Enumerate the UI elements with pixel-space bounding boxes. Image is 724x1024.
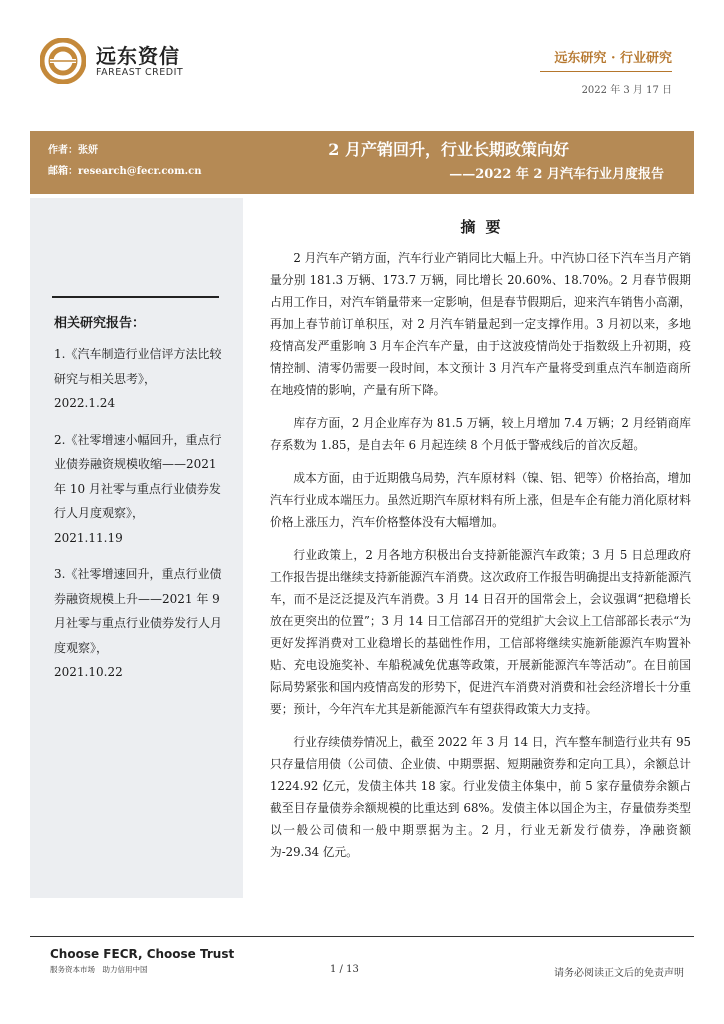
abstract-paragraph-sales: 2 月汽车产销方面，汽车行业产销同比大幅上升。中汽协口径下汽车当月产销量分别 181.3 万辆、173.7 万辆，同比增长 20.60%、18.70%。2 月春节假期占用工作日，对汽车销量带来一定影响，但是春节假期后，迎来汽车销售小高潮，再加上春节前订单积压，对 2 月汽车销量起到一定支撑作用。3 月初以来，多地疫情高发严重影响 3 月车企汽车产量，由于这波疫情尚处于指数级上升初期，疫情控制、清零仍需要一段时间，本文预计 3 月汽车产量将受到重点汽车制造商所在地疫情的影响，产量有所下降。 xyxy=(270,251,691,397)
related-reports-heading: 相关研究报告： xyxy=(54,316,146,331)
related-report-date: 2021.11.19 xyxy=(54,530,123,545)
footer-slogan-cn: 服务资本市场 助力信用中国 xyxy=(50,965,148,974)
title-banner xyxy=(30,131,694,194)
abstract-paragraph-bonds: 行业存续债券情况上，截至 2022 年 3 月 14 日，汽车整车制造行业共有 95 只存量信用债（公司债、企业债、中期票据、短期融资券和定向工具），余额总计 1224.92 亿元，发债主体共 18 家。行业发债主体集中，前 5 家存量债券余额占截至目存量债券余额规模的比重达到 68%。发债主体以国企为主，存量债券类型以一般公司债和一般中期票据为主。2 月，行业无新发行债券，净融资额为-29.34 亿元。 xyxy=(270,735,691,859)
abstract-paragraph-cost: 成本方面，由于近期俄乌局势，汽车原材料（镍、铝、钯等）价格抬高，增加汽车行业成本端压力。虽然近期汽车原材料有所上涨，但是车企有能力消化原材料价格上涨压力，汽车价格整体没有大幅增加。 xyxy=(270,471,691,529)
header-divider xyxy=(540,71,672,72)
author: 作者：张妍 xyxy=(48,145,98,156)
related-reports-list xyxy=(54,342,230,697)
brand-name-cn: 远东资信 xyxy=(96,44,180,68)
abstract-paragraph-policy: 行业政策上，2 月各地方积极出台支持新能源汽车政策；3 月 5 日总理政府工作报告提出继续支持新能源汽车消费。这次政府工作报告明确提出支持新能源汽车，而不是泛泛提及汽车消费。3 月 14 日召开的国常会上，会议强调“把稳增长放在更突出的位置”；3 月 14 日工信部召开的党组扩大会议上工信部部长表示“为更好发挥消费对工业稳增长的基础性作用，工信部将继续实施新能源汽车购置补贴、充电设施奖补、车船税减免优惠等政策，开展新能源汽车等活动”。在目前国际局势紧张和国内疫情高发的形势下，促进汽车消费对消费和社会经济增长十分重要；预计，今年汽车尤其是新能源汽车有望获得政策大力支持。 xyxy=(270,548,691,716)
related-report-item[interactable] xyxy=(54,342,230,416)
sidebar xyxy=(30,198,243,898)
related-report-date: 2021.10.22 xyxy=(54,665,123,679)
fareast-logo-icon xyxy=(40,38,86,84)
abstract-title: 摘要 xyxy=(460,218,511,236)
related-report-title: 1.《汽车制造行业信评方法比较研究与相关思考》， xyxy=(54,347,222,386)
abstract-section xyxy=(270,216,691,874)
brand-logo xyxy=(40,38,230,84)
report-subtitle: ——2022 年 2 月汽车行业月度报告 xyxy=(449,167,664,182)
report-title: 2 月产销回升，行业长期政策向好 xyxy=(328,140,569,159)
brand-name-en: FAREAST CREDIT xyxy=(96,67,184,78)
related-report-title: 3.《社零增速回升，重点行业债券融资规模上升——2021 年 9 月社零与重点行业债券发行人月度观察》， xyxy=(54,567,223,655)
footer-divider xyxy=(30,936,694,937)
disclaimer-link[interactable]: 请务必阅读正文后的免责声明 xyxy=(554,968,684,979)
related-report-title: 2.《社零增速小幅回升，重点行业债券融资规模收缩——2021 年 10 月社零与重点行业债券发行人月度观察》， xyxy=(54,432,222,520)
sidebar-divider xyxy=(52,296,219,298)
abstract-paragraph-inventory: 库存方面，2 月企业库存为 81.5 万辆，较上月增加 7.4 万辆；2 月经销商库存系数为 1.85，是自去年 6 月起连续 8 个月低于警戒线后的首次反超。 xyxy=(270,416,691,452)
related-report-date: 2022.1.24 xyxy=(54,396,116,410)
related-report-item[interactable] xyxy=(54,562,230,685)
related-report-item[interactable] xyxy=(54,428,230,551)
report-date: 2022 年 3 月 17 日 xyxy=(581,85,672,96)
author-email: 邮箱：research@fecr.com.cn xyxy=(48,166,202,177)
report-category: 远东研究 · 行业研究 xyxy=(554,51,672,66)
footer-slogan-en: Choose FECR, Choose Trust xyxy=(50,947,235,961)
page-number: 1 / 13 xyxy=(330,964,359,975)
